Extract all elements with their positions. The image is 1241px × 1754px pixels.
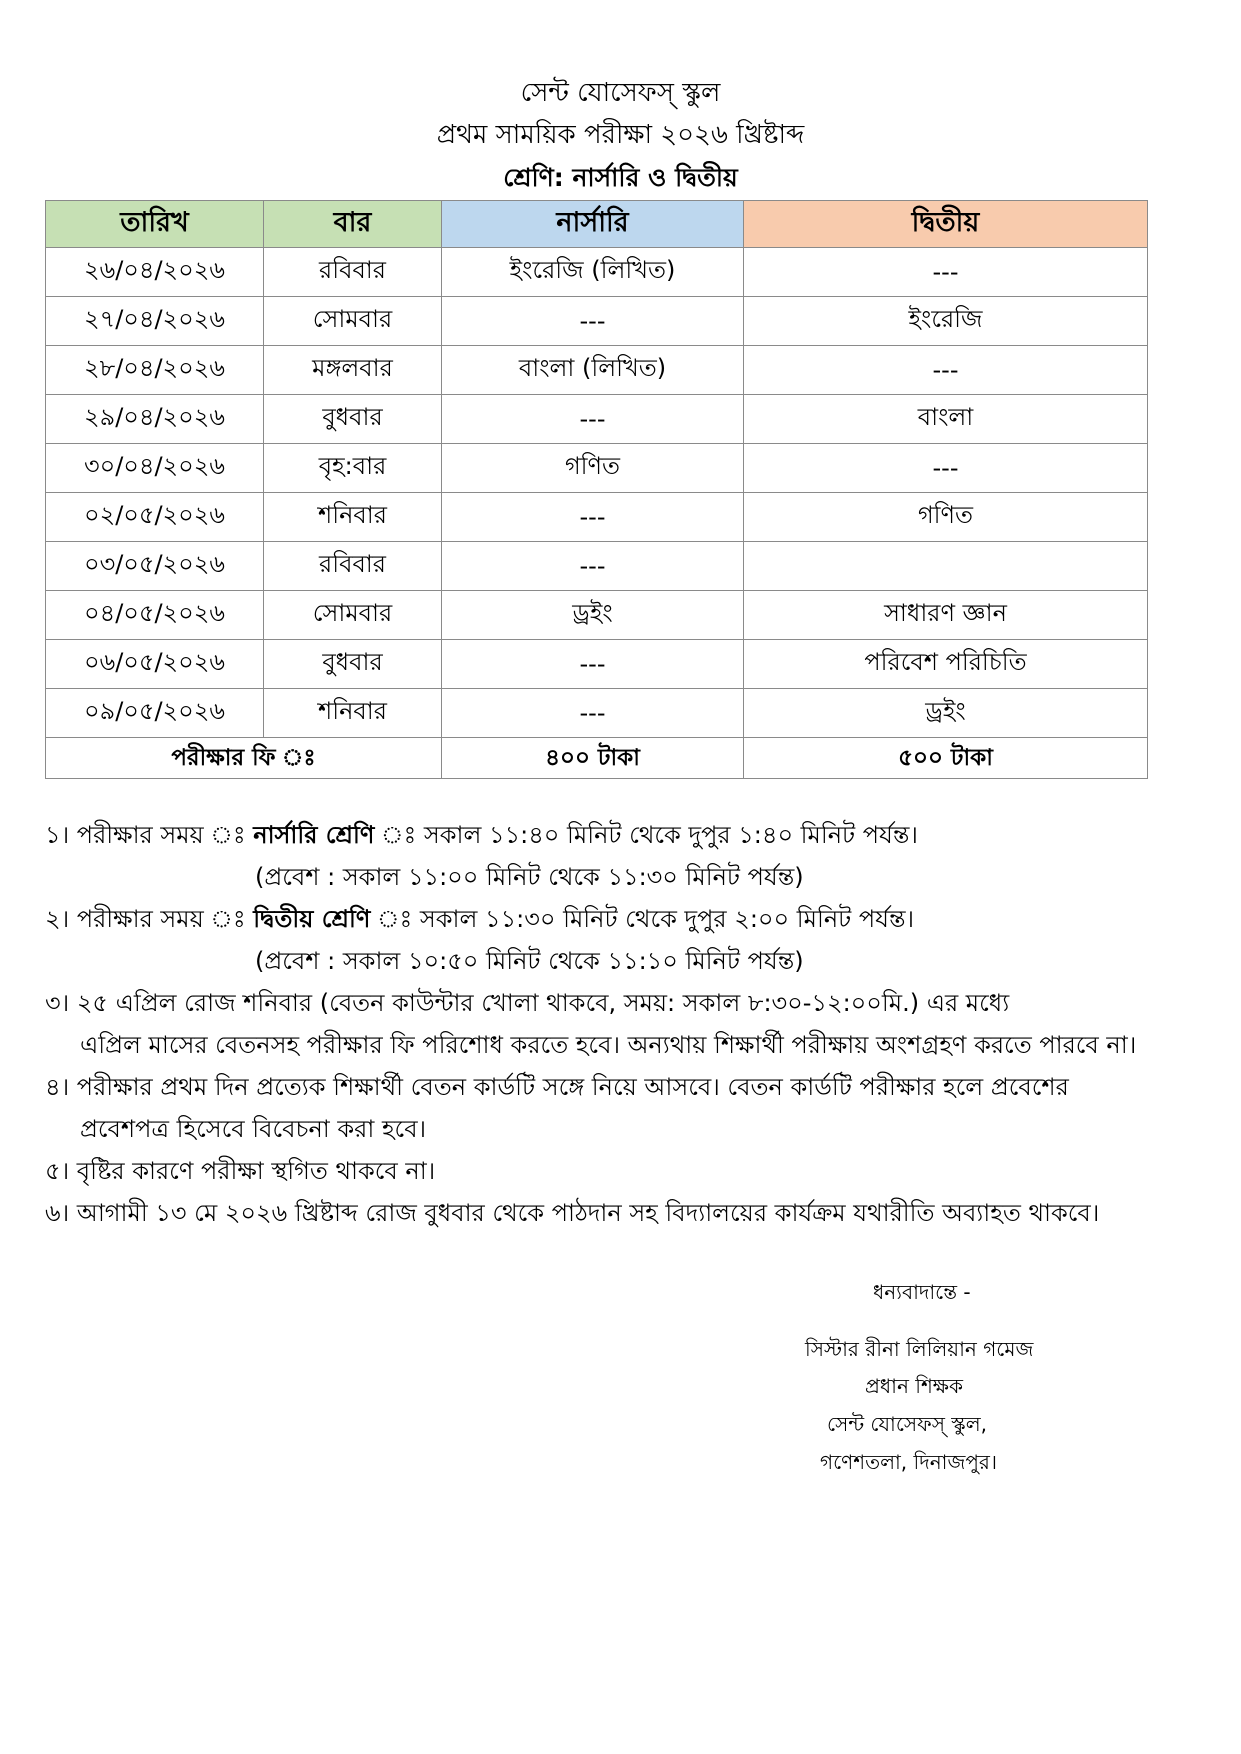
- note-2-class: দ্বিতীয় শ্রেণি: [253, 905, 371, 933]
- cell-second: বাংলা: [744, 395, 1148, 444]
- cell-date: ২৭/০৪/২০২৬: [46, 297, 264, 346]
- cell-date: ২৬/০৪/২০২৬: [46, 248, 264, 297]
- note-2: [45, 901, 914, 941]
- header-date: তারিখ: [46, 201, 264, 248]
- cell-nursery: ---: [442, 493, 744, 542]
- header-nursery: নার্সারি: [442, 201, 744, 248]
- table-row: [46, 689, 1148, 738]
- fee-nursery: ৪০০ টাকা: [442, 738, 744, 779]
- table-row: [46, 591, 1148, 640]
- fee-label: পরীক্ষার ফি ঃ: [46, 738, 442, 779]
- cell-nursery: ---: [442, 689, 744, 738]
- cell-second: ---: [744, 248, 1148, 297]
- exam-schedule-table: [45, 200, 1148, 779]
- note-4-line1: ৪। পরীক্ষার প্রথম দিন প্রত্যেক শিক্ষার্থী বেতন কার্ডটি সঙ্গে নিয়ে আসবে। বেতন কার্ডটি পরীক্ষার হলে প্রবেশের: [45, 1073, 1069, 1101]
- cell-nursery: গণিত: [442, 444, 744, 493]
- note-1-time: ঃ সকাল ১১:৪০ মিনিট থেকে দুপুর ১:৪০ মিনিট পর্যন্ত।: [374, 821, 919, 849]
- school-name: সেন্ট যোসেফস্‌ স্কুল: [520, 78, 721, 108]
- cell-date: ৩০/০৪/২০২৬: [46, 444, 264, 493]
- signature-title: প্রধান শিক্ষক: [865, 1374, 963, 1398]
- cell-nursery: ---: [442, 542, 744, 591]
- cell-second: [744, 542, 1148, 591]
- cell-date: ০২/০৫/২০২৬: [46, 493, 264, 542]
- cell-date: ০৪/০৫/২০২৬: [46, 591, 264, 640]
- cell-nursery: ---: [442, 297, 744, 346]
- cell-date: ২৯/০৪/২০২৬: [46, 395, 264, 444]
- cell-second: পরিবেশ পরিচিতি: [744, 640, 1148, 689]
- fee-row: [46, 738, 1148, 779]
- cell-day: শনিবার: [264, 493, 442, 542]
- cell-day: বুধবার: [264, 395, 442, 444]
- table-row: [46, 248, 1148, 297]
- header-day: বার: [264, 201, 442, 248]
- table-row: [46, 640, 1148, 689]
- cell-nursery: ড্রইং: [442, 591, 744, 640]
- table-header-row: [46, 201, 1148, 248]
- cell-day: বৃহ:বার: [264, 444, 442, 493]
- cell-date: ২৮/০৪/২০২৬: [46, 346, 264, 395]
- cell-day: রবিবার: [264, 248, 442, 297]
- cell-day: সোমবার: [264, 297, 442, 346]
- table-row: [46, 346, 1148, 395]
- note-1-entry: (প্রবেশ : সকাল ১১:০০ মিনিট থেকে ১১:৩০ মিনিট পর্যন্ত): [255, 863, 804, 891]
- cell-second: সাধারণ জ্ঞান: [744, 591, 1148, 640]
- note-1: [45, 817, 918, 857]
- note-6: ৬। আগামী ১৩ মে ২০২৬ খ্রিষ্টাব্দ রোজ বুধবার থেকে পাঠদান সহ বিদ্যালয়ের কার্যক্রম যথারীতি অব্যাহত থাকবে।: [45, 1199, 1100, 1227]
- cell-day: সোমবার: [264, 591, 442, 640]
- table-row: [46, 542, 1148, 591]
- cell-second: ---: [744, 444, 1148, 493]
- cell-second: গণিত: [744, 493, 1148, 542]
- note-3-line1: ৩। ২৫ এপ্রিল রোজ শনিবার (বেতন কাউন্টার খোলা থাকবে, সময়: সকাল ৮:৩০-১২:০০মি.) এর মধ্যে: [45, 989, 1010, 1017]
- note-4-line2: প্রবেশপত্র হিসেবে বিবেচনা করা হবে।: [80, 1115, 427, 1143]
- cell-day: বুধবার: [264, 640, 442, 689]
- cell-date: ০৬/০৫/২০২৬: [46, 640, 264, 689]
- note-3-line2: এপ্রিল মাসের বেতনসহ পরীক্ষার ফি পরিশোধ করতে হবে। অন্যথায় শিক্ষার্থী পরীক্ষায় অংশগ্রহণ করতে পারবে না।: [80, 1031, 1137, 1059]
- table-row: [46, 444, 1148, 493]
- cell-day: রবিবার: [264, 542, 442, 591]
- signature-thanks: ধন্যবাদান্তে -: [873, 1280, 971, 1304]
- table-row: [46, 493, 1148, 542]
- cell-date: ০৯/০৫/২০২৬: [46, 689, 264, 738]
- fee-second: ৫০০ টাকা: [744, 738, 1148, 779]
- note-5: ৫। বৃষ্টির কারণে পরীক্ষা স্থগিত থাকবে না।: [45, 1157, 436, 1185]
- cell-second: ইংরেজি: [744, 297, 1148, 346]
- cell-day: মঙ্গলবার: [264, 346, 442, 395]
- cell-second: ড্রইং: [744, 689, 1148, 738]
- note-1-prefix: ১। পরীক্ষার সময় ঃ: [45, 821, 254, 849]
- cell-date: ০৩/০৫/২০২৬: [46, 542, 264, 591]
- note-2-entry: (প্রবেশ : সকাল ১০:৫০ মিনিট থেকে ১১:১০ মিনিট পর্যন্ত): [255, 947, 804, 975]
- class-title: শ্রেণি: নার্সারি ও দ্বিতীয়: [503, 163, 738, 192]
- table-row: [46, 395, 1148, 444]
- cell-nursery: ইংরেজি (লিখিত): [442, 248, 744, 297]
- table-row: [46, 297, 1148, 346]
- cell-nursery: ---: [442, 395, 744, 444]
- signature-name: সিস্টার রীনা লিলিয়ান গমেজ: [805, 1337, 1034, 1361]
- exam-title: প্রথম সাময়িক পরীক্ষা ২০২৬ খ্রিষ্টাব্দ: [436, 120, 805, 150]
- cell-nursery: বাংলা (লিখিত): [442, 346, 744, 395]
- signature-place: গণেশতলা, দিনাজপুর।: [820, 1450, 998, 1474]
- cell-second: ---: [744, 346, 1148, 395]
- signature-school: সেন্ট যোসেফস্‌ স্কুল,: [827, 1412, 987, 1436]
- note-2-prefix: ২। পরীক্ষার সময় ঃ: [45, 905, 254, 933]
- note-1-class: নার্সারি শ্রেণি: [253, 821, 375, 849]
- note-2-time: ঃ সকাল ১১:৩০ মিনিট থেকে দুপুর ২:০০ মিনিট পর্যন্ত।: [370, 905, 915, 933]
- cell-nursery: ---: [442, 640, 744, 689]
- cell-day: শনিবার: [264, 689, 442, 738]
- header-second: দ্বিতীয়: [744, 201, 1148, 248]
